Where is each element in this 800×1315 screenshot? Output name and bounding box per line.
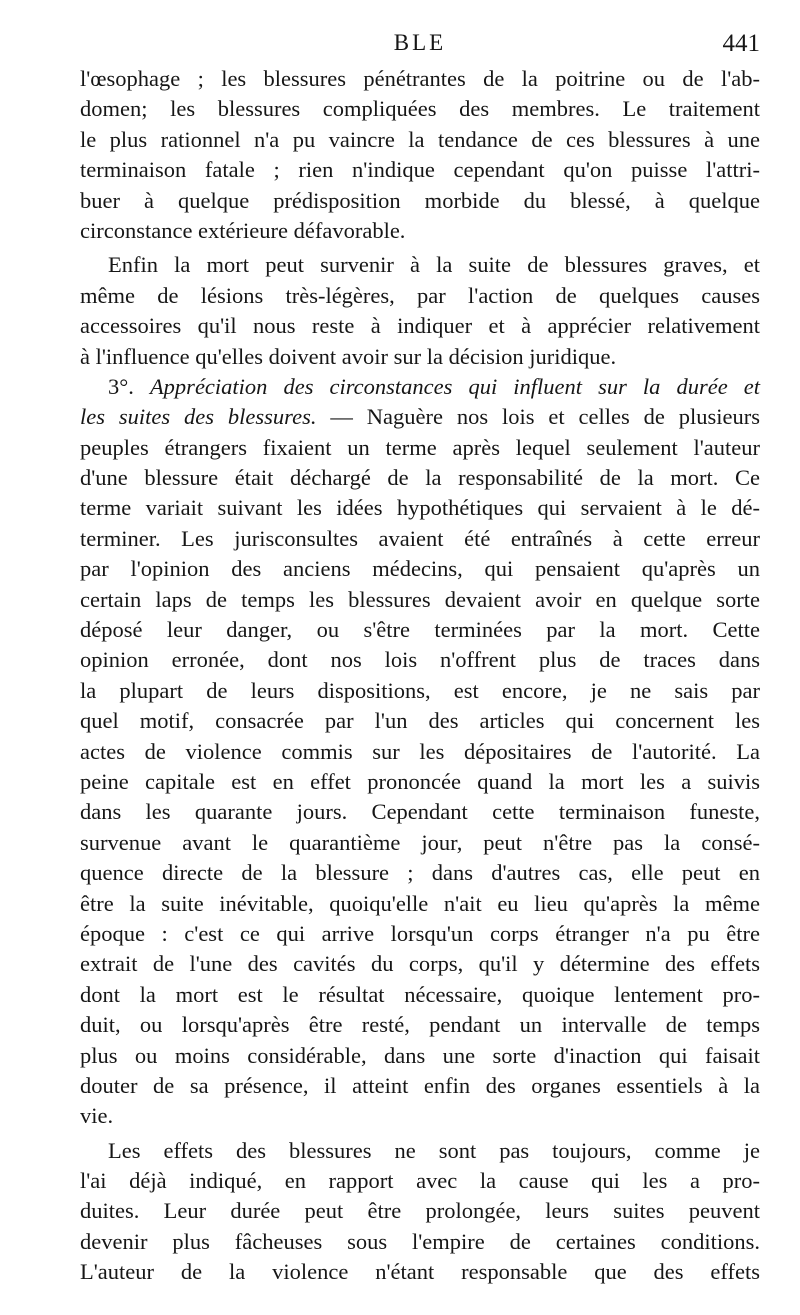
section-title: Appréciation des circonstances qui influent sur la durée et [149,373,760,399]
paragraph [80,250,760,372]
text-line: l'ai déjà indiqué, en rapport avec la cause qui les a pro- [80,1168,760,1194]
section-title-end: les suites des blessures. [80,404,317,430]
text-line: terminaison fatale ; rien n'indique cependant qu'on puisse l'attri- [80,157,760,183]
paragraph [80,64,760,246]
page-header [80,30,760,60]
text-line: Les effets des blessures ne sont pas toujours, comme je [108,1137,760,1163]
text-line: même de lésions très-légères, par l'action de quelques causes [80,282,760,308]
section-heading-line [80,372,760,402]
text-line: être la suite inévitable, quoiqu'elle n'ait eu lieu qu'après la même [80,890,760,916]
page-number: 441 [722,30,760,57]
text-line: duit, ou lorsqu'après être resté, pendant un intervalle de temps [80,1012,760,1038]
text-line: d'une blessure était déchargé de la responsabilité de la mort. Ce [80,465,760,491]
text-line: la plupart de leurs dispositions, est encore, je ne sais par [80,677,760,703]
body-text [80,64,760,1288]
text-line: l'œsophage ; les blessures pénétrantes de la poitrine ou de l'ab- [80,66,760,91]
text-line: déposé leur danger, ou s'être terminées par la mort. Cette [80,617,760,643]
section-heading-line [80,402,760,432]
text-line: buer à quelque prédisposition morbide du blessé, à quelque [80,187,760,213]
text-line: terminer. Les jurisconsultes avaient été entraînés à cette erreur [80,525,760,551]
text-line: duites. Leur durée peut être prolongée, leurs suites peuvent [80,1198,760,1224]
text-line: le plus rationnel n'a pu vaincre la tendance de ces blessures à une [80,126,760,152]
text-line: devenir plus fâcheuses sous l'empire de certaines conditions. [80,1228,760,1254]
text-line: à l'influence qu'elles doivent avoir sur la décision juridique. [80,343,617,369]
text-line: époque : c'est ce qui arrive lorsqu'un corps étranger n'a pu être [80,920,760,946]
text-run: — Naguère nos lois et celles de plusieurs [316,404,760,430]
text-line: extrait de l'une des cavités du corps, qu'il y détermine des effets [80,951,760,977]
text-line: douter de sa présence, il atteint enfin des organes essentiels à la [80,1072,760,1098]
text-line: peine capitale est en effet prononcée quand la mort les a suivis [80,768,760,794]
text-line: certain laps de temps les blessures devaient avoir en quelque sorte [80,586,760,612]
text-line: par l'opinion des anciens médecins, qui pensaient qu'après un [80,556,760,582]
paragraph [80,372,760,1132]
text-line: opinion erronée, dont nos lois n'offrent plus de traces dans [80,647,760,673]
text-line: actes de violence commis sur les dépositaires de l'autorité. La [80,738,760,764]
paragraph [80,1136,760,1288]
text-line: Enfin la mort peut survenir à la suite de blessures graves, et [108,252,760,278]
text-line: terme variait suivant les idées hypothétiques qui servaient à le dé- [80,495,760,521]
text-line: L'auteur de la violence n'étant responsable que des effets [80,1259,760,1285]
text-line: plus ou moins considérable, dans une sorte d'inaction qui faisait [80,1042,760,1068]
text-line: quence directe de la blessure ; dans d'autres cas, elle peut en [80,860,760,886]
text-line: survenue avant le quarantième jour, peut n'être pas la consé- [80,829,760,855]
text-line: domen; les blessures compliquées des membres. Le traitement [80,96,760,122]
text-line: accessoires qu'il nous reste à indiquer et à apprécier relativement [80,313,760,339]
section-number: 3°. [108,373,134,399]
text-line: dans les quarante jours. Cependant cette terminaison funeste, [80,799,760,825]
running-head: BLE [393,30,447,55]
text-line: dont la mort est le résultat nécessaire, quoique lentement pro- [80,981,760,1007]
text-line: vie. [80,1103,114,1129]
text-line: circonstance extérieure défavorable. [80,217,406,243]
text-line: peuples étrangers fixaient un terme après lequel seulement l'auteur [80,434,760,460]
text-line: quel motif, consacrée par l'un des articles qui concernent les [80,708,760,734]
